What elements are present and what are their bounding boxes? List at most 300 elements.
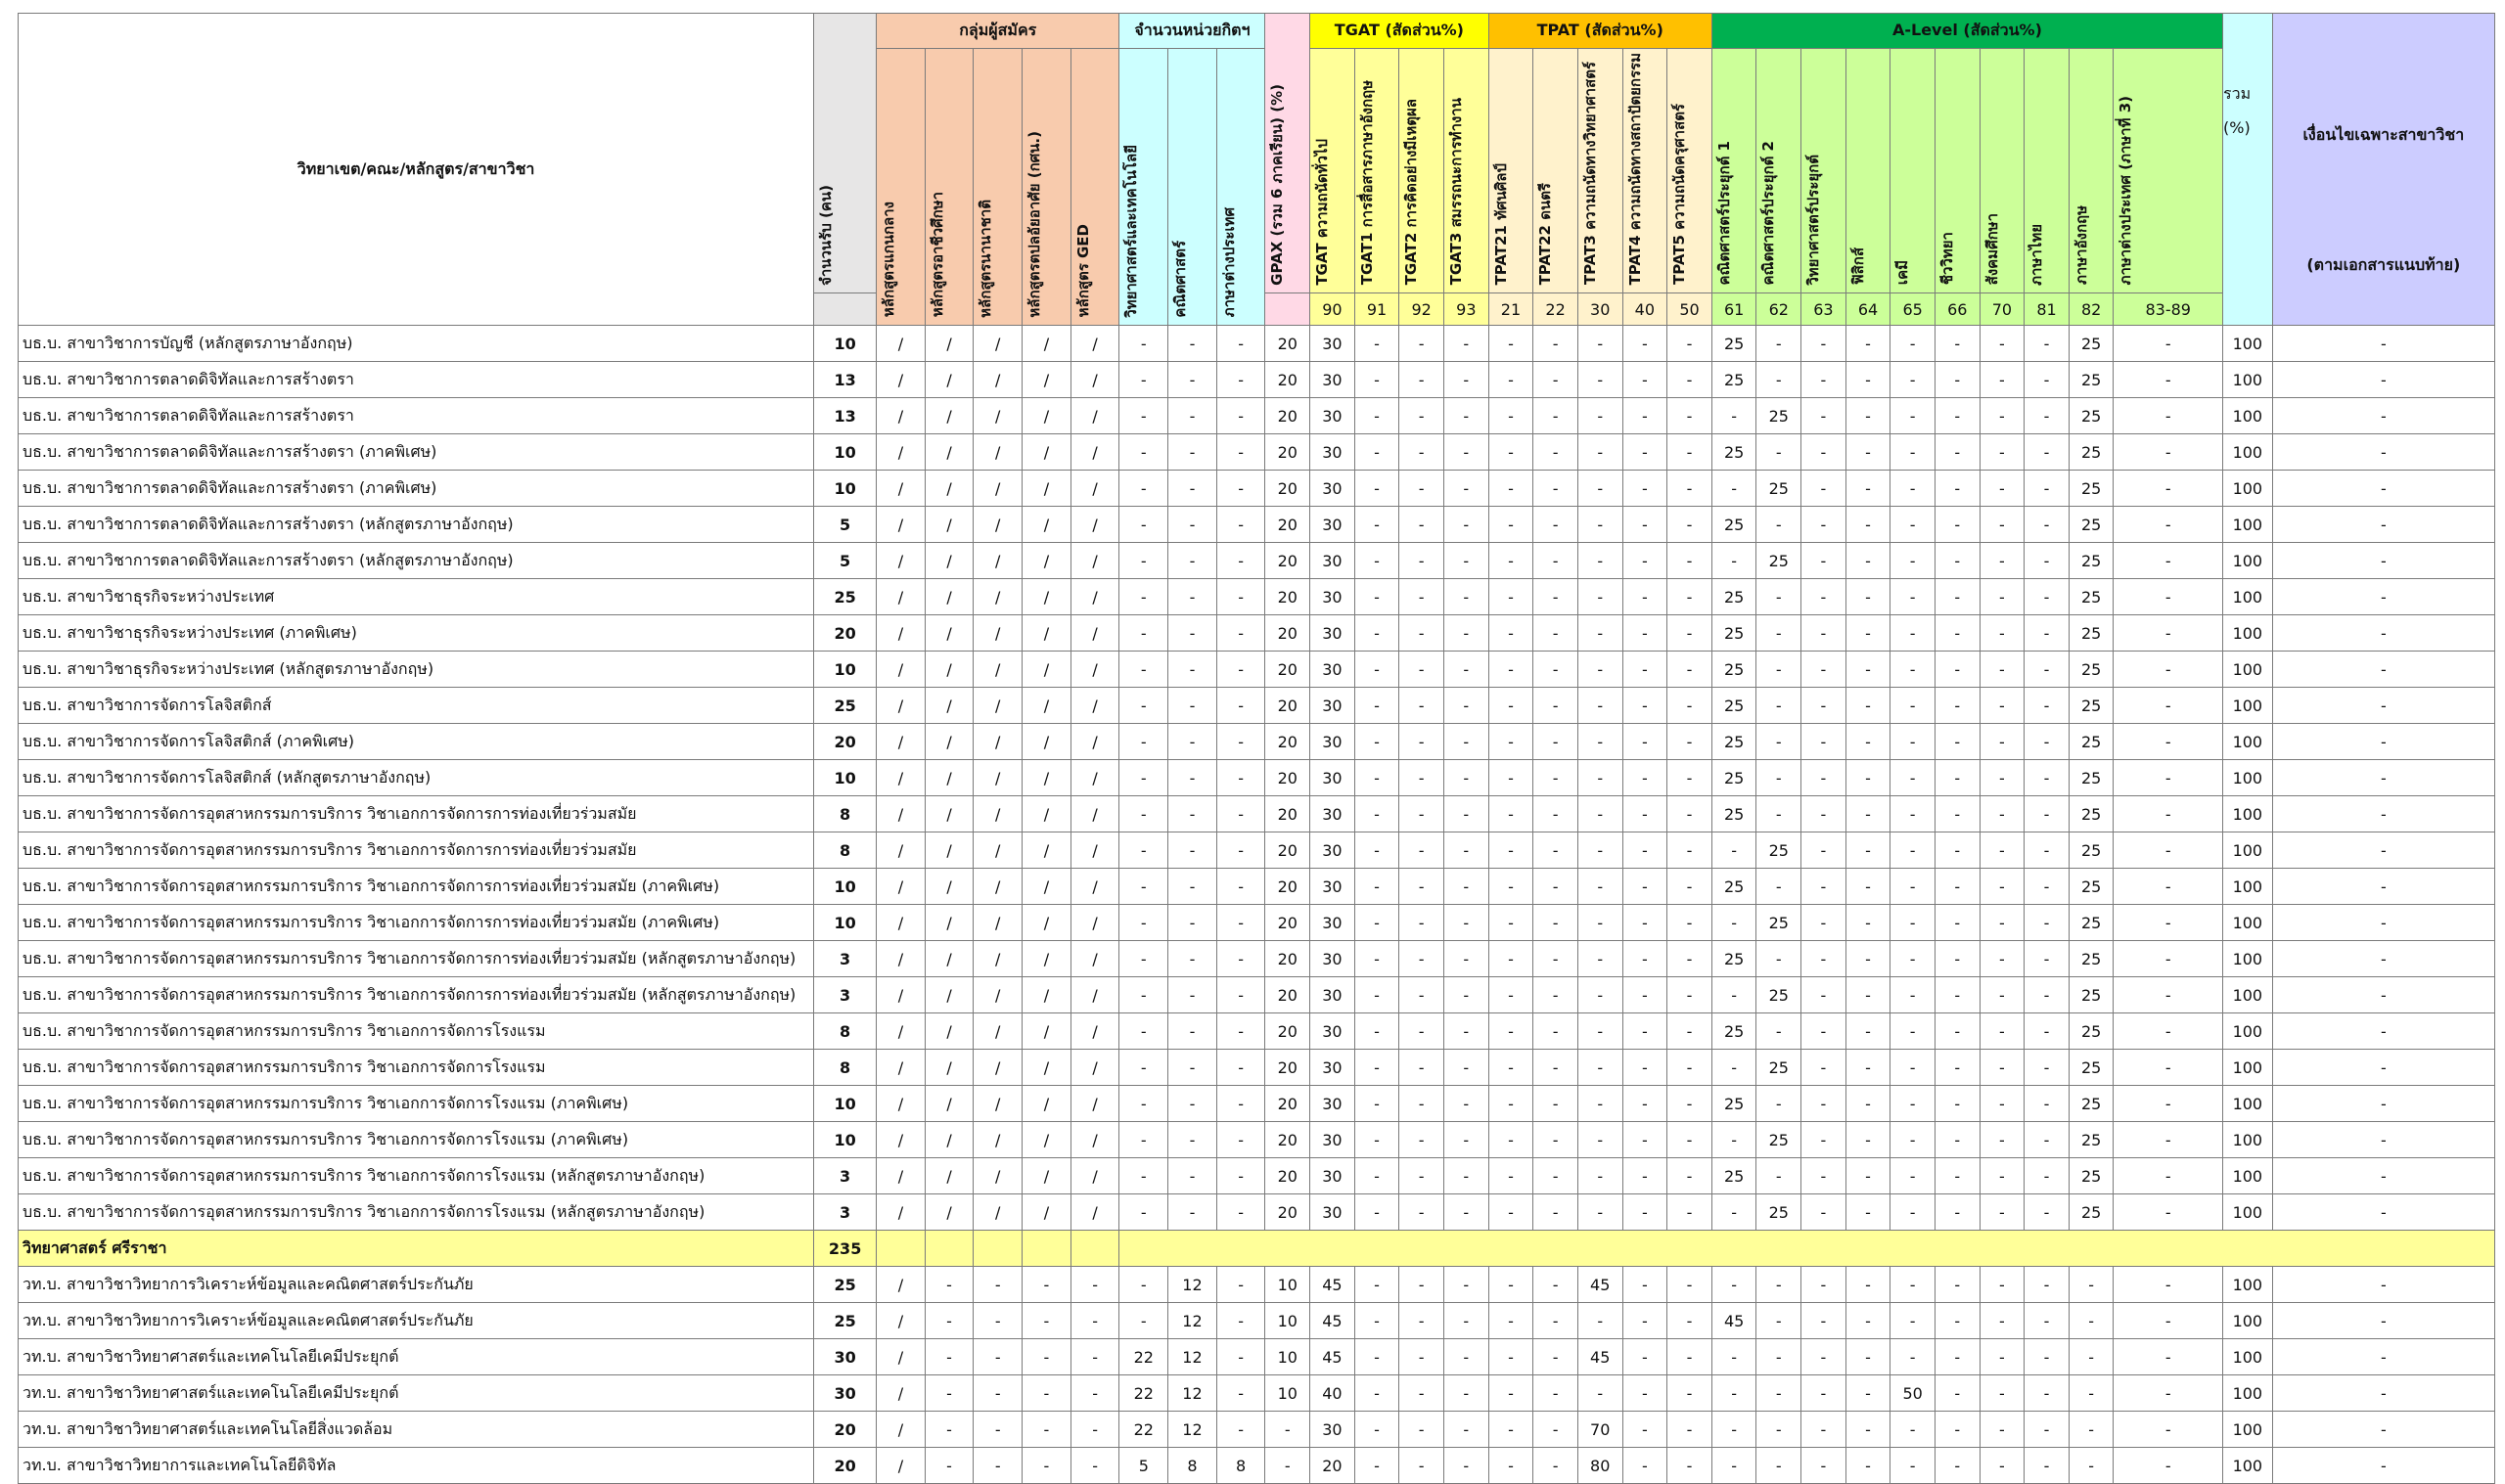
value-cell: -: [1216, 543, 1265, 579]
value-cell: /: [925, 905, 974, 941]
value-cell: -: [2114, 796, 2223, 832]
value-cell: -: [1399, 760, 1444, 796]
value-cell: -: [1023, 1339, 1071, 1375]
value-cell: -: [1533, 832, 1578, 869]
value-cell: -: [1577, 832, 1622, 869]
value-cell: -: [1890, 471, 1936, 507]
seats-cell: 25: [814, 579, 877, 615]
seats-cell: 10: [814, 760, 877, 796]
value-cell: /: [925, 1158, 974, 1194]
value-cell: -: [1216, 1086, 1265, 1122]
value-cell: /: [925, 471, 974, 507]
value-cell: -: [1980, 543, 2025, 579]
value-cell: -: [1354, 832, 1399, 869]
conditions-note: (ตามเอกสารแนบท้าย): [2306, 255, 2461, 274]
seats-cell: 10: [814, 905, 877, 941]
value-cell: -: [1890, 977, 1936, 1013]
value-cell: 20: [1265, 579, 1310, 615]
group-header-tpat: TPAT (สัดส่วน%): [1488, 14, 1711, 49]
value-cell: -: [1890, 724, 1936, 760]
value-cell: /: [877, 1050, 926, 1086]
value-cell: -: [2025, 507, 2070, 543]
value-cell: -: [1488, 507, 1533, 543]
total-unit: (%): [2223, 118, 2251, 137]
value-cell: 25: [2069, 434, 2114, 471]
value-cell: /: [925, 796, 974, 832]
value-cell: -: [1756, 507, 1801, 543]
value-cell: -: [1023, 1412, 1071, 1448]
value-cell: 30: [1310, 941, 1355, 977]
value-cell: 25: [1711, 869, 1756, 905]
value-cell: -: [1443, 1375, 1488, 1412]
value-cell: /: [974, 760, 1023, 796]
value-cell: -: [1399, 1050, 1444, 1086]
condition-cell: -: [2272, 1267, 2494, 1303]
value-cell: -: [1488, 724, 1533, 760]
value-cell: -: [1801, 1339, 1846, 1375]
value-cell: /: [1070, 1158, 1119, 1194]
value-cell: /: [1070, 398, 1119, 434]
value-cell: 12: [1168, 1375, 1217, 1412]
value-cell: -: [1845, 1303, 1890, 1339]
value-cell: -: [1890, 1412, 1936, 1448]
group-header-tgat: TGAT (สัดส่วน%): [1310, 14, 1489, 49]
condition-cell: -: [2272, 543, 2494, 579]
value-cell: -: [1533, 507, 1578, 543]
value-cell: -: [1845, 652, 1890, 688]
seats-cell: 3: [814, 1194, 877, 1231]
value-cell: -: [1711, 1412, 1756, 1448]
value-cell: /: [1070, 941, 1119, 977]
seats-cell: 25: [814, 1303, 877, 1339]
value-cell: -: [1890, 1303, 1936, 1339]
value-cell: -: [1488, 796, 1533, 832]
value-cell: -: [1399, 1375, 1444, 1412]
value-cell: -: [1533, 1194, 1578, 1231]
value-cell: /: [974, 1013, 1023, 1050]
value-cell: /: [925, 326, 974, 362]
value-cell: -: [1443, 977, 1488, 1013]
value-cell: -: [1216, 905, 1265, 941]
value-cell: -: [974, 1267, 1023, 1303]
value-cell: -: [1622, 1194, 1667, 1231]
seats-cell: 10: [814, 326, 877, 362]
value-cell: -: [1216, 724, 1265, 760]
value-cell: -: [1980, 471, 2025, 507]
seats-cell: 25: [814, 1267, 877, 1303]
value-cell: -: [1119, 543, 1168, 579]
value-cell: 25: [1756, 471, 1801, 507]
value-cell: 30: [1310, 688, 1355, 724]
value-cell: -: [1488, 869, 1533, 905]
value-cell: 30: [1310, 869, 1355, 905]
value-cell: 25: [2069, 326, 2114, 362]
applicant-col-header: หลักสูตรอาชีวศึกษา: [925, 49, 974, 326]
value-cell: -: [1980, 1375, 2025, 1412]
tgat-code: 92: [1399, 293, 1444, 326]
value-cell: /: [925, 688, 974, 724]
value-cell: -: [1443, 326, 1488, 362]
value-cell: -: [2025, 905, 2070, 941]
value-cell: -: [1488, 1122, 1533, 1158]
value-cell: -: [2025, 434, 2070, 471]
value-cell: /: [1023, 832, 1071, 869]
tgat-col-header: TGAT ความถนัดทั่วไป: [1310, 49, 1355, 293]
value-cell: -: [1119, 832, 1168, 869]
value-cell: -: [1354, 1339, 1399, 1375]
value-cell: -: [1845, 1339, 1890, 1375]
value-cell: -: [1845, 1448, 1890, 1484]
value-cell: 25: [1711, 615, 1756, 652]
value-cell: -: [1890, 796, 1936, 832]
value-cell: -: [1354, 1412, 1399, 1448]
value-cell: -: [1845, 760, 1890, 796]
value-cell: -: [1119, 615, 1168, 652]
value-cell: -: [1216, 362, 1265, 398]
value-cell: -: [1070, 1303, 1119, 1339]
program-name: บธ.บ. สาขาวิชาการตลาดดิจิทัลและการสร้างตรา: [19, 398, 814, 434]
value-cell: 25: [2069, 905, 2114, 941]
value-cell: /: [1070, 362, 1119, 398]
value-cell: 30: [1310, 615, 1355, 652]
total-cell: 100: [2223, 362, 2273, 398]
value-cell: -: [2114, 724, 2223, 760]
value-cell: -: [1168, 1194, 1217, 1231]
tpat-col-header: TPAT4 ความถนัดทางสถาปัตยกรรม: [1622, 49, 1667, 293]
value-cell: -: [1399, 326, 1444, 362]
value-cell: -: [1980, 869, 2025, 905]
table-row: [19, 1086, 2495, 1122]
value-cell: -: [1890, 615, 1936, 652]
value-cell: -: [1667, 796, 1712, 832]
value-cell: 20: [1265, 543, 1310, 579]
value-cell: -: [1533, 1303, 1578, 1339]
value-cell: -: [1168, 1122, 1217, 1158]
value-cell: /: [925, 615, 974, 652]
value-cell: -: [1935, 941, 1980, 977]
value-cell: -: [1533, 1412, 1578, 1448]
value-cell: -: [1667, 1303, 1712, 1339]
value-cell: -: [2069, 1412, 2114, 1448]
value-cell: -: [1488, 362, 1533, 398]
value-cell: -: [1667, 905, 1712, 941]
value-cell: -: [1354, 1158, 1399, 1194]
value-cell: -: [2069, 1267, 2114, 1303]
seats-cell: 3: [814, 977, 877, 1013]
value-cell: -: [1119, 977, 1168, 1013]
value-cell: -: [1756, 615, 1801, 652]
value-cell: -: [1756, 1303, 1801, 1339]
seats-cell: 3: [814, 1158, 877, 1194]
value-cell: -: [1119, 760, 1168, 796]
section-filler-cell: [974, 1231, 1023, 1267]
value-cell: -: [1890, 760, 1936, 796]
value-cell: -: [2025, 724, 2070, 760]
value-cell: -: [974, 1448, 1023, 1484]
value-cell: -: [1980, 760, 2025, 796]
value-cell: -: [1216, 1194, 1265, 1231]
value-cell: -: [2114, 615, 2223, 652]
value-cell: 25: [2069, 941, 2114, 977]
value-cell: -: [1216, 869, 1265, 905]
value-cell: -: [1577, 579, 1622, 615]
value-cell: -: [1168, 471, 1217, 507]
value-cell: -: [1890, 362, 1936, 398]
value-cell: /: [1023, 1122, 1071, 1158]
value-cell: 30: [1310, 507, 1355, 543]
value-cell: /: [877, 941, 926, 977]
value-cell: -: [1845, 724, 1890, 760]
value-cell: -: [1488, 1194, 1533, 1231]
value-cell: -: [1168, 543, 1217, 579]
value-cell: -: [1533, 941, 1578, 977]
value-cell: /: [877, 434, 926, 471]
value-cell: -: [1577, 869, 1622, 905]
value-cell: -: [1168, 652, 1217, 688]
program-name: บธ.บ. สาขาวิชาการจัดการโลจิสติกส์: [19, 688, 814, 724]
value-cell: /: [1023, 1194, 1071, 1231]
value-cell: -: [1801, 688, 1846, 724]
alevel-col-header: ภาษาอังกฤษ: [2069, 49, 2114, 293]
table-row: [19, 326, 2495, 362]
value-cell: -: [1354, 760, 1399, 796]
value-cell: -: [1980, 434, 2025, 471]
value-cell: -: [1801, 1448, 1846, 1484]
program-name: บธ.บ. สาขาวิชาการตลาดดิจิทัลและการสร้างตรา (ภาคพิเศษ): [19, 471, 814, 507]
value-cell: -: [2114, 1267, 2223, 1303]
condition-cell: -: [2272, 724, 2494, 760]
value-cell: -: [2114, 398, 2223, 434]
value-cell: 25: [2069, 543, 2114, 579]
alevel-code: 66: [1935, 293, 1980, 326]
value-cell: /: [1023, 326, 1071, 362]
value-cell: -: [1216, 1375, 1265, 1412]
value-cell: -: [1119, 1194, 1168, 1231]
value-cell: -: [1935, 398, 1980, 434]
section-name: วิทยาศาสตร์ ศรีราชา: [19, 1231, 814, 1267]
value-cell: -: [1168, 832, 1217, 869]
value-cell: -: [1168, 977, 1217, 1013]
value-cell: 20: [1310, 1448, 1355, 1484]
value-cell: 22: [1119, 1339, 1168, 1375]
program-name: บธ.บ. สาขาวิชาการจัดการอุตสาหกรรมการบริการ วิชาเอกการจัดการการท่องเที่ยวร่วมสมัย (หลักสูตรภาษาอังกฤษ): [19, 941, 814, 977]
value-cell: /: [1070, 832, 1119, 869]
value-cell: -: [1216, 615, 1265, 652]
value-cell: -: [2114, 1375, 2223, 1412]
value-cell: /: [974, 1194, 1023, 1231]
value-cell: -: [1443, 471, 1488, 507]
value-cell: -: [1980, 1267, 2025, 1303]
section-row: [19, 1231, 2495, 1267]
value-cell: -: [1622, 1267, 1667, 1303]
value-cell: -: [1577, 760, 1622, 796]
value-cell: /: [925, 543, 974, 579]
value-cell: -: [1890, 1086, 1936, 1122]
value-cell: -: [1488, 1339, 1533, 1375]
value-cell: /: [974, 1158, 1023, 1194]
value-cell: -: [1935, 615, 1980, 652]
value-cell: -: [1119, 1086, 1168, 1122]
value-cell: -: [1533, 1339, 1578, 1375]
value-cell: -: [1711, 1267, 1756, 1303]
value-cell: -: [1354, 905, 1399, 941]
value-cell: -: [1399, 796, 1444, 832]
total-cell: 100: [2223, 832, 2273, 869]
value-cell: -: [1890, 1122, 1936, 1158]
value-cell: -: [2025, 796, 2070, 832]
value-cell: -: [1488, 1086, 1533, 1122]
value-cell: -: [1801, 326, 1846, 362]
value-cell: /: [1070, 326, 1119, 362]
value-cell: -: [2069, 1375, 2114, 1412]
value-cell: 20: [1265, 434, 1310, 471]
value-cell: -: [1577, 905, 1622, 941]
value-cell: -: [1801, 615, 1846, 652]
value-cell: -: [1023, 1448, 1071, 1484]
value-cell: 20: [1265, 1086, 1310, 1122]
value-cell: /: [877, 398, 926, 434]
value-cell: -: [1711, 1194, 1756, 1231]
value-cell: /: [1070, 796, 1119, 832]
value-cell: /: [1070, 1013, 1119, 1050]
value-cell: -: [1577, 471, 1622, 507]
value-cell: 20: [1265, 905, 1310, 941]
value-cell: 40: [1310, 1375, 1355, 1412]
alevel-code: 61: [1711, 293, 1756, 326]
seats-cell: 10: [814, 652, 877, 688]
value-cell: -: [2114, 760, 2223, 796]
value-cell: -: [1119, 507, 1168, 543]
value-cell: 20: [1265, 724, 1310, 760]
value-cell: 25: [2069, 760, 2114, 796]
value-cell: -: [1845, 905, 1890, 941]
value-cell: -: [1577, 1122, 1622, 1158]
value-cell: -: [1801, 905, 1846, 941]
value-cell: -: [1577, 1303, 1622, 1339]
value-cell: -: [1533, 869, 1578, 905]
value-cell: -: [1667, 1267, 1712, 1303]
value-cell: -: [1845, 471, 1890, 507]
value-cell: -: [1801, 362, 1846, 398]
value-cell: /: [877, 1303, 926, 1339]
value-cell: 20: [1265, 977, 1310, 1013]
value-cell: -: [1399, 615, 1444, 652]
program-name: บธ.บ. สาขาวิชาธุรกิจระหว่างประเทศ (หลักสูตรภาษาอังกฤษ): [19, 652, 814, 688]
total-cell: 100: [2223, 543, 2273, 579]
seats-cell: 30: [814, 1339, 877, 1375]
value-cell: -: [1168, 1013, 1217, 1050]
value-cell: 20: [1265, 1050, 1310, 1086]
value-cell: -: [1443, 1050, 1488, 1086]
value-cell: -: [1354, 1375, 1399, 1412]
value-cell: -: [1667, 977, 1712, 1013]
alevel-code: 63: [1801, 293, 1846, 326]
value-cell: -: [1801, 869, 1846, 905]
value-cell: /: [1070, 905, 1119, 941]
value-cell: -: [1980, 832, 2025, 869]
value-cell: -: [1216, 760, 1265, 796]
value-cell: -: [1667, 760, 1712, 796]
seats-cell: 10: [814, 1122, 877, 1158]
value-cell: -: [1935, 326, 1980, 362]
value-cell: 20: [1265, 652, 1310, 688]
value-cell: -: [1890, 869, 1936, 905]
value-cell: /: [974, 941, 1023, 977]
value-cell: /: [1070, 434, 1119, 471]
value-cell: 30: [1310, 724, 1355, 760]
value-cell: -: [1801, 941, 1846, 977]
total-cell: 100: [2223, 941, 2273, 977]
condition-cell: -: [2272, 1375, 2494, 1412]
value-cell: -: [1488, 1050, 1533, 1086]
value-cell: -: [1577, 1013, 1622, 1050]
value-cell: -: [1119, 1050, 1168, 1086]
value-cell: /: [1070, 688, 1119, 724]
value-cell: -: [1443, 941, 1488, 977]
condition-cell: -: [2272, 760, 2494, 796]
value-cell: /: [974, 579, 1023, 615]
value-cell: -: [1216, 1339, 1265, 1375]
value-cell: -: [1354, 1122, 1399, 1158]
value-cell: -: [1667, 471, 1712, 507]
value-cell: -: [1622, 688, 1667, 724]
value-cell: 25: [1711, 796, 1756, 832]
value-cell: /: [974, 977, 1023, 1013]
value-cell: -: [1488, 688, 1533, 724]
value-cell: -: [2025, 1122, 2070, 1158]
program-name: บธ.บ. สาขาวิชาการจัดการอุตสาหกรรมการบริการ วิชาเอกการจัดการการท่องเที่ยวร่วมสมัย: [19, 832, 814, 869]
total-label: รวม: [2223, 84, 2252, 103]
value-cell: -: [1801, 1412, 1846, 1448]
condition-cell: -: [2272, 1339, 2494, 1375]
value-cell: -: [1533, 688, 1578, 724]
value-cell: -: [1667, 688, 1712, 724]
value-cell: -: [1845, 398, 1890, 434]
table-row: [19, 471, 2495, 507]
value-cell: 25: [2069, 1086, 2114, 1122]
condition-cell: -: [2272, 1158, 2494, 1194]
value-cell: -: [2114, 1303, 2223, 1339]
tpat-col-header: TPAT5 ความถนัดครุศาสตร์: [1667, 49, 1712, 293]
value-cell: -: [1756, 760, 1801, 796]
value-cell: 30: [1310, 326, 1355, 362]
value-cell: -: [1890, 1339, 1936, 1375]
seats-cell: 5: [814, 543, 877, 579]
value-cell: -: [1443, 760, 1488, 796]
value-cell: 30: [1310, 832, 1355, 869]
value-cell: -: [2114, 688, 2223, 724]
value-cell: -: [1168, 1086, 1217, 1122]
table-row: [19, 1158, 2495, 1194]
value-cell: 12: [1168, 1267, 1217, 1303]
value-cell: -: [1577, 362, 1622, 398]
value-cell: -: [1980, 1448, 2025, 1484]
value-cell: /: [925, 507, 974, 543]
value-cell: -: [1711, 832, 1756, 869]
value-cell: -: [1533, 326, 1578, 362]
value-cell: -: [1119, 796, 1168, 832]
value-cell: -: [1216, 1013, 1265, 1050]
value-cell: /: [877, 1375, 926, 1412]
total-cell: 100: [2223, 1050, 2273, 1086]
value-cell: -: [1443, 362, 1488, 398]
column-header-conditions: [2272, 14, 2494, 326]
value-cell: -: [2025, 688, 2070, 724]
seats-cell: 5: [814, 507, 877, 543]
value-cell: /: [1023, 905, 1071, 941]
value-cell: 20: [1265, 941, 1310, 977]
value-cell: /: [974, 615, 1023, 652]
